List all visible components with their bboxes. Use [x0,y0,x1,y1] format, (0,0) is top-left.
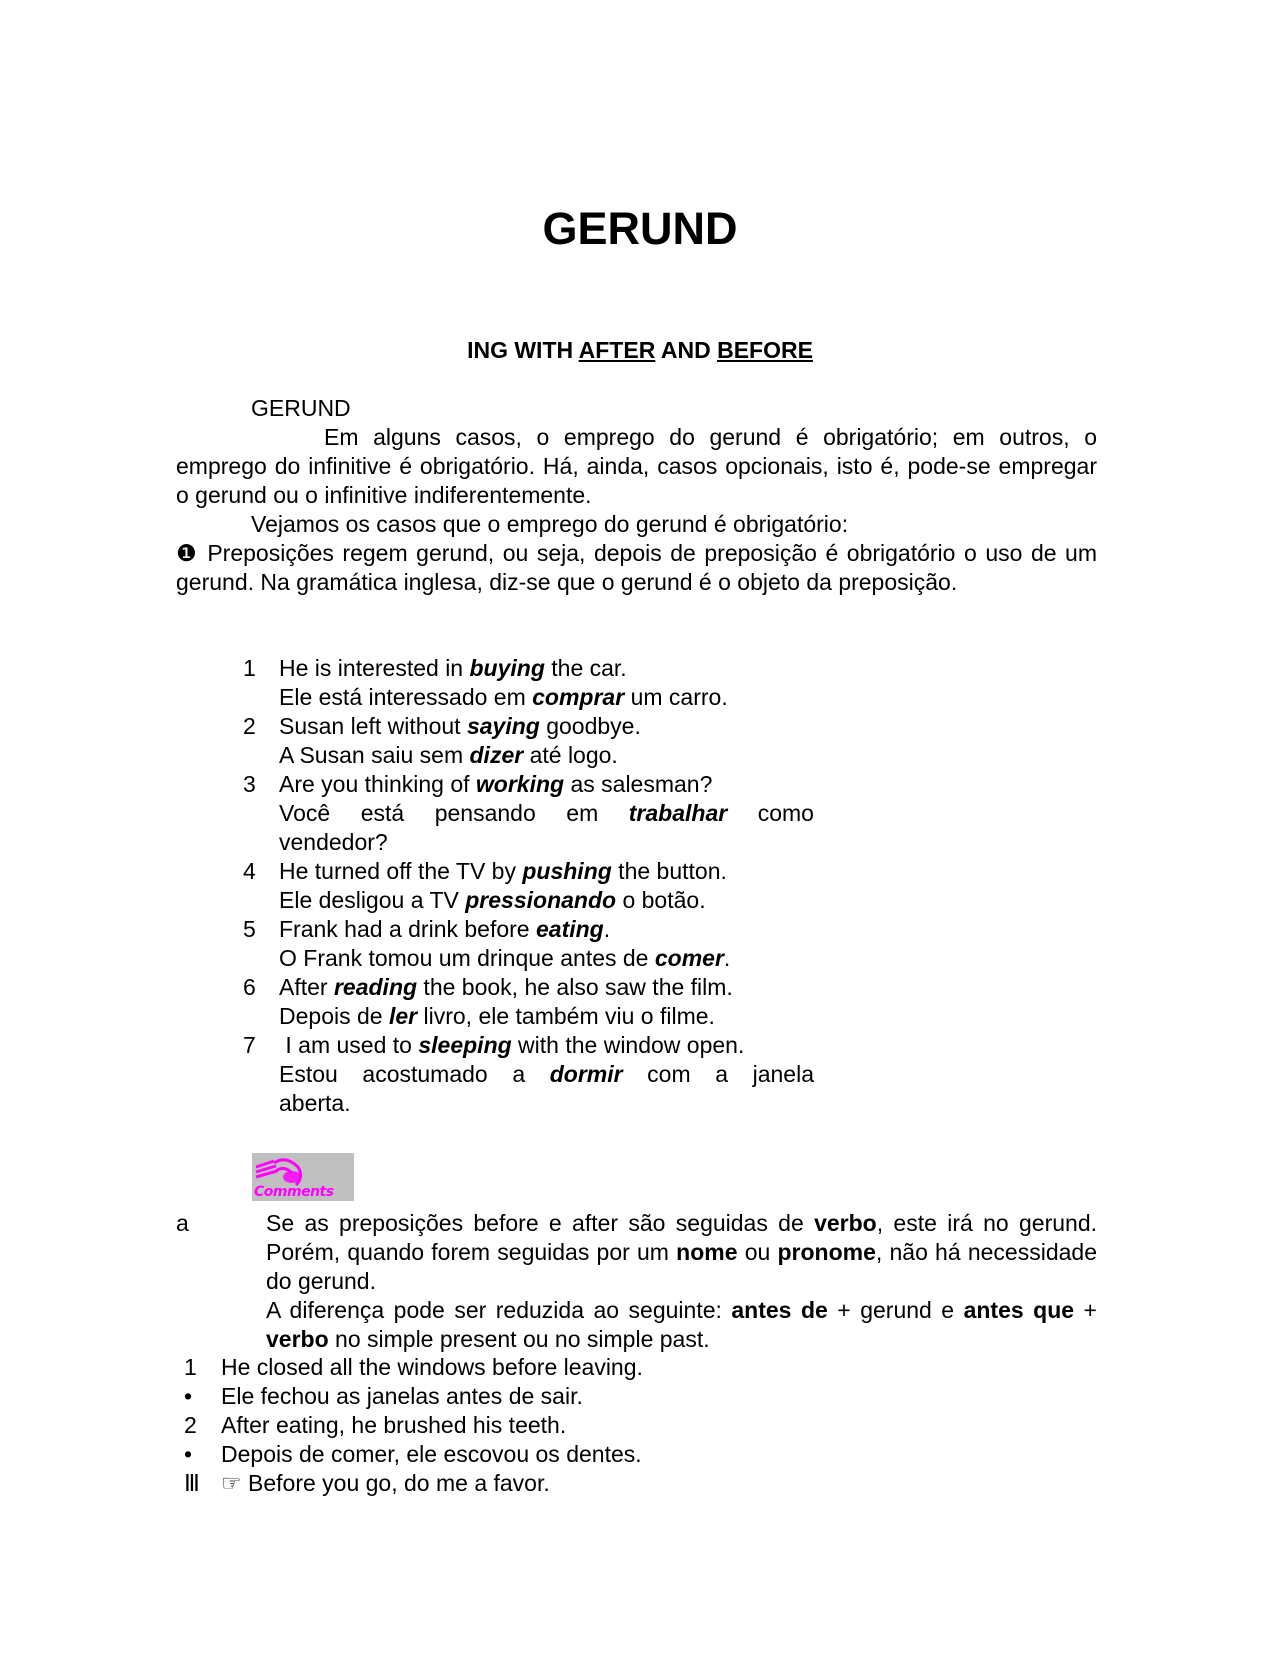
examples-list [243,654,823,1118]
comments-icon-label: Comments [254,1184,334,1200]
example-translation: vendedor? [279,829,388,855]
note-paragraph-2: A diferença pode ser reduzida ao seguinte: antes de + gerund e antes que + verbo no simple present ou no simple past. [266,1297,1097,1352]
intro-paragraph: Em alguns casos, o emprego do gerund é obrigatório; em outros, o emprego do infinitive é obrigatório. Há, ainda, casos opcionais, isto é, pode-se empregar o gerund ou o infinitive indiferentemente. [176,424,1097,508]
example-row: 4 He turned off the TV by pushing the button. [243,858,727,884]
example-row: 3 Are you thinking of working as salesman? [243,771,713,797]
example-translation: Ele está interessado em comprar um carro. [279,684,728,710]
rule-1-paragraph: ❶ Preposições regem gerund, ou seja, depois de preposição é obrigatório o uso de um gerund. Na gramática inglesa, diz-se que o gerund é o objeto da preposição. [176,540,1098,595]
section-subtitle: ING WITH AFTER AND BEFORE [467,337,813,363]
example-translation: aberta. [279,1090,351,1116]
rule-1-marker: ❶ [176,540,199,566]
example-translation: Você está pensando em trabalhar como [279,800,814,826]
note-text [266,1209,1097,1354]
gerund-label: GERUND [251,395,351,421]
example-row: 1 He is interested in buying the car. [243,655,627,681]
example-row: 2 Susan left without saying goodbye. [243,713,641,739]
example-translation: Estou acostumado a dormir com a janela [279,1061,814,1087]
example-row: 6 After reading the book, he also saw the film. [243,974,733,1000]
example-row: 5 Frank had a drink before eating. [243,916,611,942]
example-row: 7 I am used to sleeping with the window open. [243,1032,745,1058]
example-translation: O Frank tomou um drinque antes de comer. [279,945,731,971]
note-paragraph-1: Se as preposições before e after são seguidas de verbo, este irá no gerund. Porém, quando forem seguidas por um nome ou pronome, não há necessidade do gerund. [266,1210,1098,1294]
note-marker: a [176,1210,189,1236]
example-translation: A Susan saiu sem dizer até logo. [279,742,618,768]
example-translation: Ele desligou a TV pressionando o botão. [279,887,706,913]
example-translation: Depois de ler livro, ele também viu o filme. [279,1003,715,1029]
comments-icon [252,1153,354,1201]
vejamos-line: Vejamos os casos que o emprego do gerund é obrigatório: [251,511,849,537]
page-title: GERUND [542,203,738,254]
